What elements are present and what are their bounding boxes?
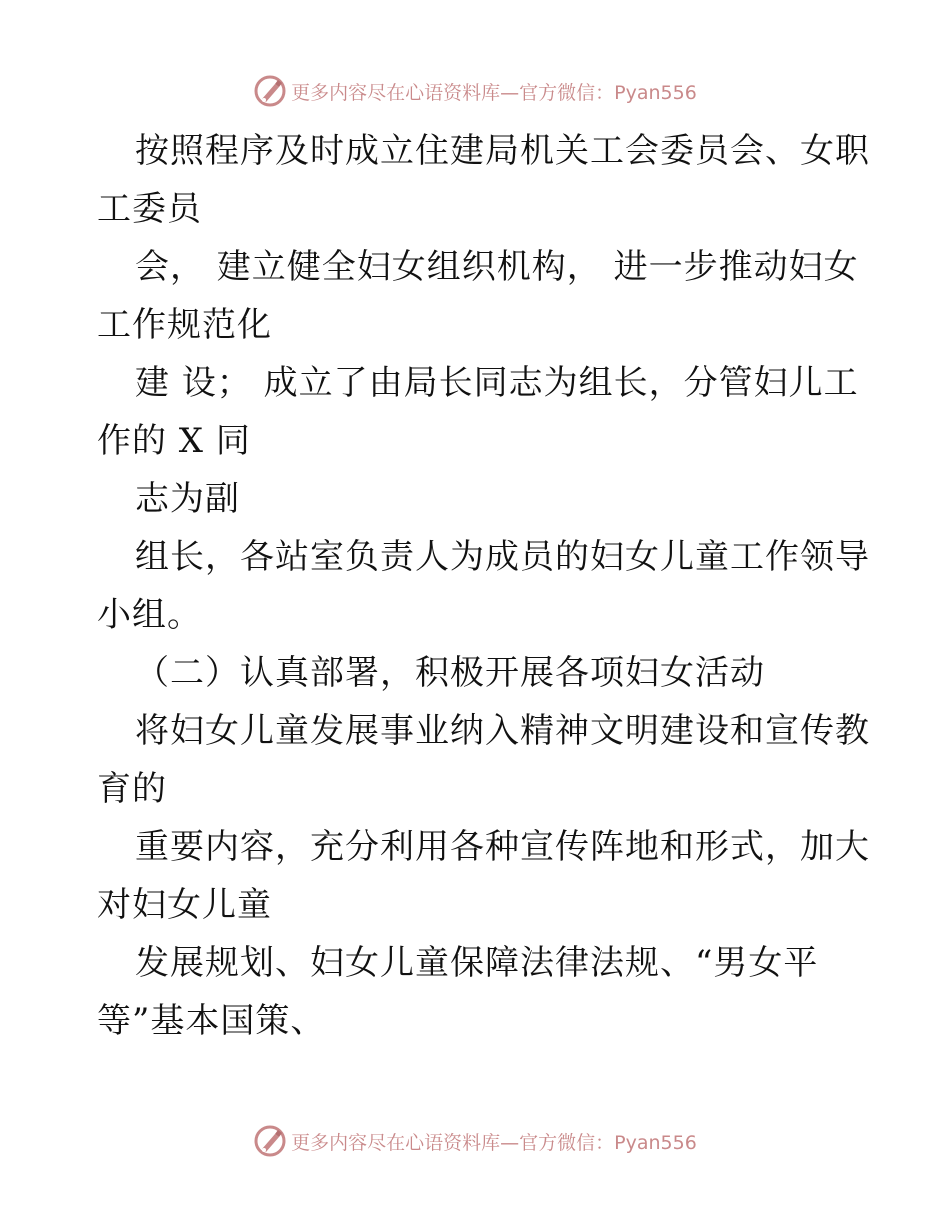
text-line: 重要内容，充分利用各种宣传阵地和形式，加大 bbox=[135, 827, 870, 867]
document-body bbox=[97, 122, 870, 1050]
text-line: 对妇女儿童 bbox=[97, 885, 272, 925]
text-line: 组长，各站室负责人为成员的妇女儿童工作领导 bbox=[135, 537, 870, 577]
text-line: 会， 建立健全妇女组织机构， 进一步推动妇女 bbox=[135, 247, 859, 287]
text-line: 作的 X 同 bbox=[97, 421, 251, 461]
footer-watermark-text: 更多内容尽在心语资料库—官方微信：Pyan556 bbox=[291, 1131, 697, 1154]
text-line: 等”基本国策、 bbox=[97, 1001, 326, 1041]
header-watermark bbox=[0, 71, 950, 111]
text-line: 小组。 bbox=[97, 595, 202, 635]
footer-watermark bbox=[0, 1121, 950, 1161]
text-line: 工委员 bbox=[97, 189, 202, 229]
text-line: 发展规划、妇女儿童保障法律法规、“男女平 bbox=[135, 943, 819, 983]
text-line: （二）认真部署，积极开展各项妇女活动 bbox=[135, 653, 765, 693]
text-line: 建 设； 成立了由局长同志为组长，分管妇儿工 bbox=[135, 363, 859, 403]
text-line: 志为副 bbox=[135, 479, 240, 519]
text-line: 按照程序及时成立住建局机关工会委员会、女职 bbox=[135, 131, 870, 171]
text-line: 工作规范化 bbox=[97, 305, 272, 345]
text-line: 育的 bbox=[97, 769, 167, 809]
text-line: 将妇女儿童发展事业纳入精神文明建设和宣传教 bbox=[135, 711, 870, 751]
pen-logo-icon bbox=[253, 1124, 287, 1158]
pen-logo-icon bbox=[253, 74, 287, 108]
header-watermark-text: 更多内容尽在心语资料库—官方微信：Pyan556 bbox=[291, 81, 697, 104]
